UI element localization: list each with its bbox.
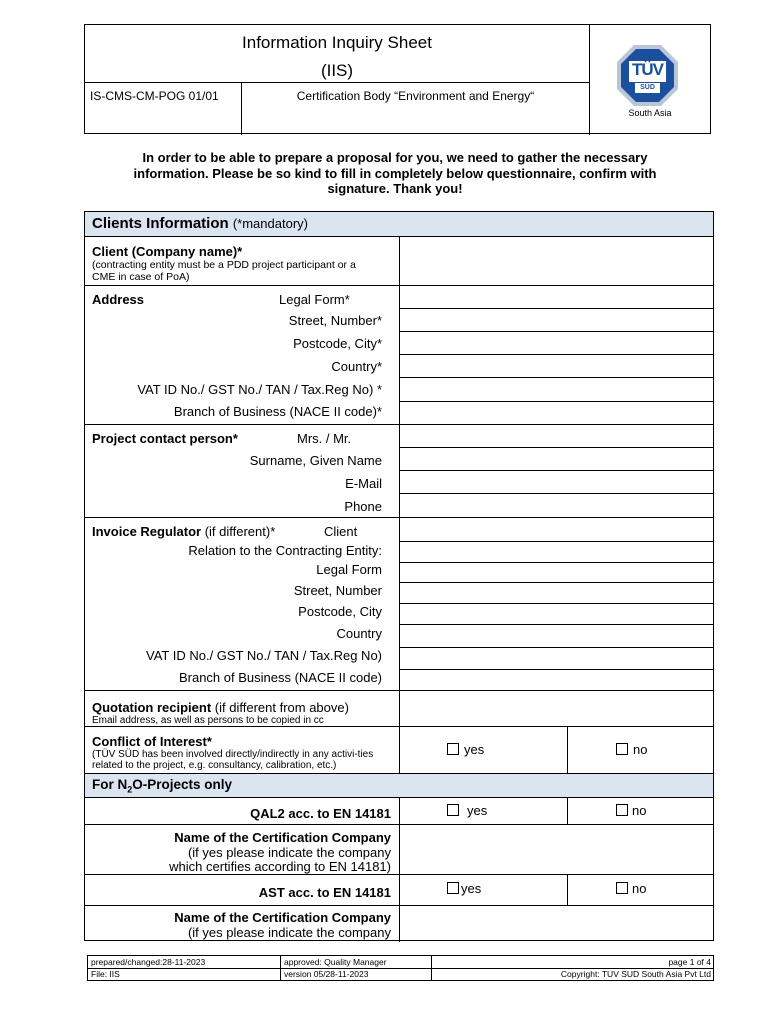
clients-heading: Clients Information [92, 215, 229, 232]
cert-company-field-2[interactable] [400, 906, 713, 942]
email-field[interactable] [400, 471, 713, 493]
vat-field[interactable] [400, 378, 713, 401]
quotation-recipient-title: Quotation recipient [92, 700, 212, 715]
surname-label: Surname, Given Name [249, 453, 382, 468]
document-subtitle: (IIS) [320, 61, 354, 80]
document-header [84, 24, 711, 134]
conflict-note: (TÜV SÜD has been involved directly/indirectly in any activi-ties [92, 749, 374, 760]
invoice-legal-form-field[interactable] [400, 563, 713, 582]
postcode-label: Postcode, City* [293, 336, 382, 351]
branch-field[interactable] [400, 402, 713, 424]
footer-version: version 05/28-11-2023 [284, 969, 369, 979]
cert-company-note: (if yes please indicate the company [187, 845, 391, 860]
invoice-vat-label: VAT ID No./ GST No./ TAN / Tax.Reg No) [146, 648, 382, 663]
qal2-yes-label: yes [467, 803, 488, 818]
footer-file: File: IIS [91, 969, 120, 979]
intro-line: signature. Thank you! [327, 181, 463, 196]
qal2-no-label: no [632, 803, 647, 818]
ast-label: AST acc. to EN 14181 [258, 885, 391, 900]
branch-label: Branch of Business (NACE II code)* [173, 404, 382, 419]
quotation-recipient-label [92, 700, 349, 715]
invoice-branch-label: Branch of Business (NACE II code) [178, 670, 382, 685]
legal-form-label: Legal Form* [279, 292, 350, 307]
cert-company-note-2: (if yes please indicate the company [187, 925, 391, 940]
invoice-legal-form-label: Legal Form [316, 562, 382, 577]
conflict-no-checkbox[interactable] [616, 743, 628, 755]
mrs-mr-label: Mrs. / Mr. [297, 431, 352, 446]
intro-line: information. Please be so kind to fill in completely below questionnaire, confirm with [133, 165, 657, 181]
invoice-street-field[interactable] [400, 583, 713, 603]
conflict-note: related to the project, e.g. consultancy, calibration, etc.) [92, 760, 337, 771]
phone-field[interactable] [400, 494, 713, 517]
address-label: Address [92, 292, 145, 307]
cert-company-note: which certifies according to EN 14181) [169, 859, 391, 874]
invoice-postcode-field[interactable] [400, 604, 713, 624]
footer-approved: approved: Quality Manager [284, 957, 387, 967]
certification-body: Certification Body “Environment and Energy“ [296, 89, 535, 103]
n2o-heading-post: O-Projects only [132, 777, 233, 792]
ast-no-checkbox[interactable] [616, 882, 628, 894]
tuv-sud-logo [615, 43, 680, 108]
invoice-regulator-label [92, 524, 275, 539]
legal-form-field[interactable] [400, 286, 713, 308]
client-company-label: Client (Company name)* [92, 244, 243, 259]
invoice-branch-field[interactable] [400, 670, 713, 690]
document-title: Information Inquiry Sheet [242, 33, 432, 52]
invoice-client-field[interactable] [400, 518, 713, 541]
surname-field[interactable] [400, 448, 713, 470]
document-footer [87, 955, 714, 981]
contact-person-label: Project contact person* [92, 431, 238, 446]
qal2-yes-checkbox[interactable] [447, 804, 459, 816]
postcode-field[interactable] [400, 332, 713, 354]
conflict-no-label: no [633, 742, 648, 757]
invoice-street-label: Street, Number [293, 583, 382, 598]
ast-no-label: no [632, 881, 647, 896]
logo-region: South Asia [628, 108, 672, 118]
vat-label: VAT ID No./ GST No./ TAN / Tax.Reg No) * [137, 382, 382, 397]
cert-company-label-2: Name of the Certification Company [174, 910, 391, 925]
cert-company-field[interactable] [400, 825, 713, 874]
intro-line: In order to be able to prepare a proposal for you, we need to gather the necessary [142, 150, 648, 165]
conflict-yes-checkbox[interactable] [447, 743, 459, 755]
relation-label: Relation to the Contracting Entity: [188, 543, 382, 558]
conflict-yes-label: yes [464, 742, 485, 757]
logo-subtext: SÜD [640, 84, 655, 91]
quotation-recipient-field[interactable] [400, 691, 713, 726]
invoice-regulator-note: (if different)* [204, 524, 276, 539]
client-company-note: (contracting entity must be a PDD project participant or a [92, 259, 356, 271]
n2o-heading-sub: 2 [127, 784, 133, 795]
qal2-label: QAL2 acc. to EN 14181 [250, 806, 391, 821]
invoice-country-label: Country [336, 626, 382, 641]
street-label: Street, Number* [288, 313, 382, 328]
cert-company-label: Name of the Certification Company [174, 830, 391, 845]
footer-prepared: prepared/changed:28-11-2023 [91, 957, 206, 967]
client-company-note: CME in case of PoA) [92, 271, 190, 283]
ast-yes-checkbox[interactable] [447, 882, 459, 894]
footer-copyright: Copyright: TUV SUD South Asia Pvt Ltd [560, 969, 711, 979]
clients-section-title [92, 215, 308, 232]
street-field[interactable] [400, 309, 713, 331]
client-company-field[interactable] [400, 237, 713, 285]
invoice-regulator-title: Invoice Regulator [92, 524, 202, 539]
clients-information-form [84, 211, 714, 941]
footer-page: page 1 of 4 [668, 957, 711, 967]
ast-yes-label: yes [461, 881, 482, 896]
n2o-heading-pre: For N [92, 777, 128, 792]
quotation-recipient-sub: Email address, as well as persons to be copied in cc [92, 715, 324, 726]
quotation-recipient-note: (if different from above) [214, 700, 349, 715]
qal2-no-checkbox[interactable] [616, 804, 628, 816]
n2o-section-title [92, 777, 232, 795]
invoice-vat-field[interactable] [400, 648, 713, 669]
conflict-label: Conflict of Interest* [92, 734, 212, 749]
phone-label: Phone [344, 499, 382, 514]
document-code: IS-CMS-CM-POG 01/01 [90, 89, 219, 103]
logo-text: TÜV [632, 60, 663, 79]
country-field[interactable] [400, 355, 713, 377]
intro-text [0, 150, 768, 197]
email-label: E-Mail [345, 476, 382, 491]
relation-field[interactable] [400, 542, 713, 562]
invoice-client-label: Client [324, 524, 358, 539]
country-label: Country* [331, 359, 382, 374]
clients-heading-note: (*mandatory) [232, 216, 308, 231]
invoice-postcode-label: Postcode, City [298, 604, 382, 619]
mrs-mr-field[interactable] [400, 425, 713, 447]
invoice-country-field[interactable] [400, 625, 713, 647]
